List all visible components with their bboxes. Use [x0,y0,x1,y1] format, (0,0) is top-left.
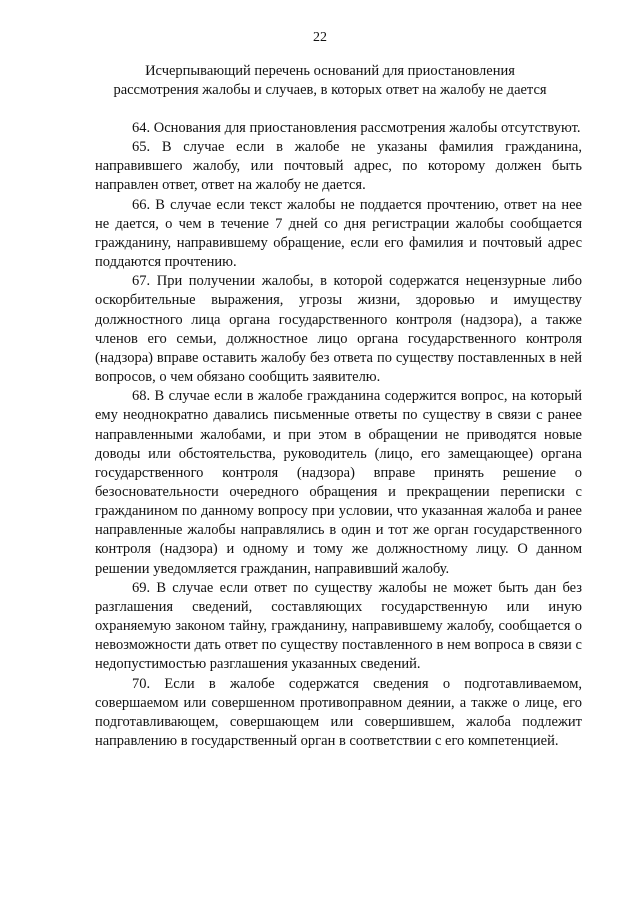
paragraph-65: 65. В случае если в жалобе не указаны фамилия гражданина, направившего жалобу, или почтовый адрес, по которому должен быть направлен ответ, ответ на жалобу не дается. [95,139,582,194]
section-heading [90,62,570,100]
paragraph-69: 69. В случае если ответ по существу жалобы не может быть дан без разглашения сведений, составляющих государственную или иную охраняемую законом тайну, гражданину, направившему жалобу, сообщается о невозможности дать ответ по существу поставленного в нем вопроса в связи с недопустимостью разглашения указанных сведений. [95,579,582,673]
section-heading-line-2: рассмотрения жалобы и случаев, в которых ответ на жалобу не дается [113,82,547,98]
paragraph-67: 67. При получении жалобы, в которой содержатся нецензурные либо оскорбительные выражения, угрозы жизни, здоровью и имуществу должностного лица органа государственного контроля (надзора), а также членов его семьи, должностное лицо органа государственного контроля (надзора) вправе оставить жалобу без ответа по существу поставленных в ней вопросов, о чем обязано сообщить заявителю. [95,273,582,386]
page-number: 22 [313,30,327,45]
paragraph-64: 64. Основания для приостановления рассмотрения жалобы отсутствуют. [132,120,581,136]
section-heading-line-1: Исчерпывающий перечень оснований для приостановления [145,63,515,79]
paragraph-68: 68. В случае если в жалобе гражданина содержится вопрос, на который ему неоднократно давались письменные ответы по существу в связи с ранее направленными жалобами, и при этом в обращении не приводятся новые доводы или обстоятельства, руководитель (лицо, его замещающее) органа государственного контроля (надзора) вправе принять решение о безосновательности очередного обращения и прекращении переписки с гражданином по данному вопросу при условии, что указанная жалоба и ранее направленные жалобы направлялись в один и тот же орган государственного контроля (надзора) и одному и тому же должностному лицу. О данном решении уведомляется гражданин, направивший жалобу. [95,388,582,577]
document-body [95,119,582,751]
paragraph-70: 70. Если в жалобе содержатся сведения о подготавливаемом, совершаемом или совершенном противоправном деянии, а также о лице, его подготавливающем, совершающем или совершившем, жалоба подлежит направлению в государственный орган в соответствии с его компетенцией. [95,675,582,749]
paragraph-66: 66. В случае если текст жалобы не поддается прочтению, ответ на нее не дается, о чем в течение 7 дней со дня регистрации жалобы сообщается гражданину, направившему обращение, если его фамилия и почтовый адрес поддаются прочтению. [95,196,582,271]
